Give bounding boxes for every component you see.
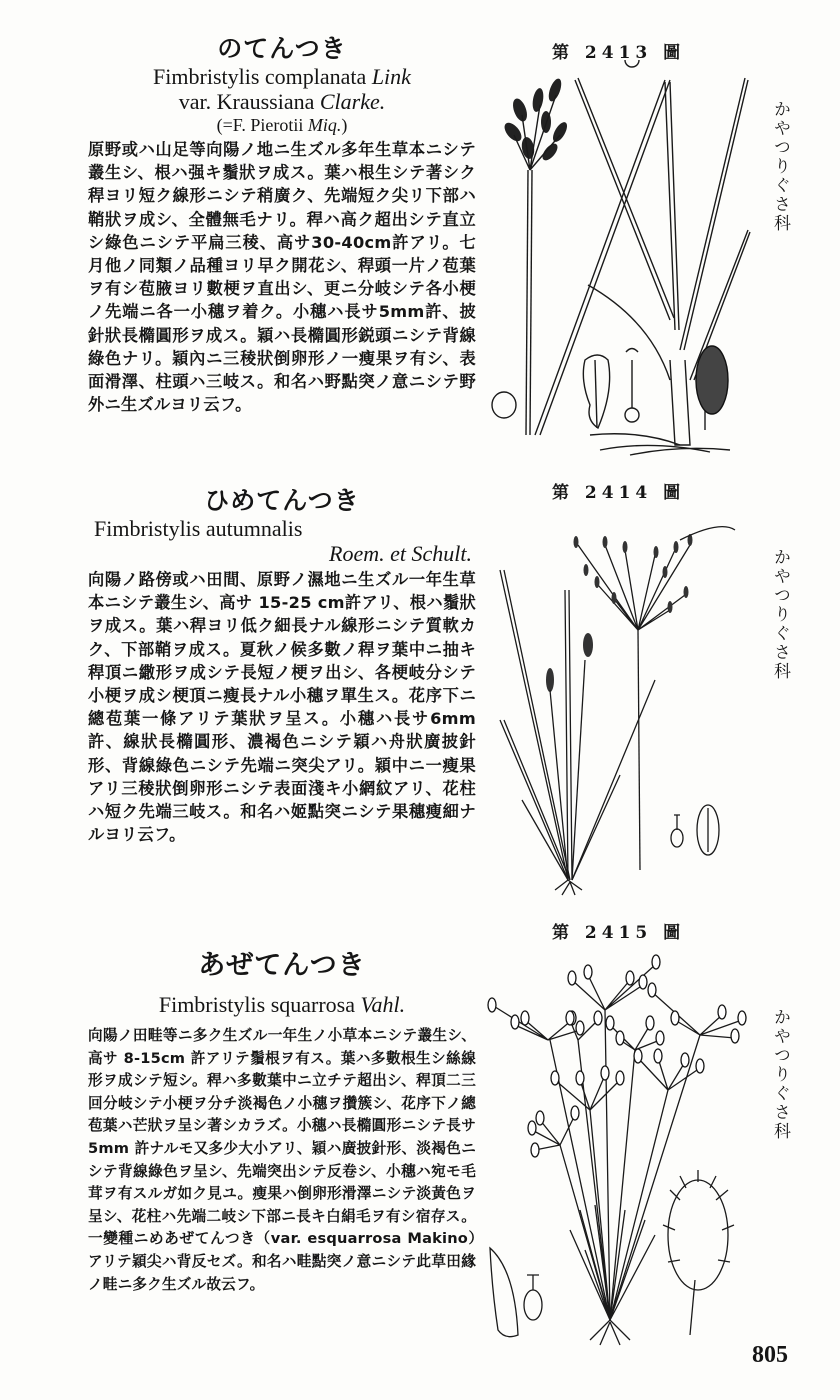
- scientific-name: Fimbristylis squarrosa Vahl.: [158, 992, 406, 1017]
- figure-label-2414: 第 2414 圖: [552, 483, 686, 503]
- entry-himetentsuki: [88, 486, 476, 846]
- scientific-variety: var. Kraussiana Clarke.: [178, 89, 386, 114]
- figure-label-2415: 第 2415 圖: [552, 923, 686, 943]
- description: 向陽ノ路傍或ハ田間、原野ノ濕地ニ生ズル一年生草本ニシテ叢生シ、高サ 15-25 cm許アリ、根ハ鬚狀ヲ成ス。葉ハ稈ヨリ低ク細長ナル線形ニシテ質軟カク、下部鞘ヲ成ス。夏秋ノ候多數ノ稈ヲ葉中ニ抽キ稈頂ニ繖形ヲ成シテ長短ノ梗ヲ出シ、各梗岐分シテ小梗ヲ成シ梗頂ニ瘦長ナル小穗ヲ單生ス。花序下ニ總苞葉一條アリテ葉狀ヲ呈ス。小穗ハ長サ6mm許、線狀長橢圓形、濃褐色ニシテ穎ハ舟狀廣披針形、背線綠色ニシテ先端ニ突尖アリ。穎中ニ一瘦果アリ三稜狀倒卵形ニシテ表面淺キ小網紋アリ、花柱ハ短ク先端三岐ス。和名ハ姬點突ニシテ果穗瘦細ナルヨリ云フ。: [88, 570, 476, 845]
- japanese-name: あぜてんつき: [198, 950, 366, 981]
- entry-notentsuki: [88, 34, 476, 416]
- figure-label-2413: 第 2413 圖: [552, 43, 686, 63]
- illustration-notentsuki: [480, 60, 760, 470]
- japanese-name: のてんつき: [217, 34, 347, 63]
- description: 向陽ノ田畦等ニ多ク生ズル一年生ノ小草本ニシテ叢生シ、高サ 8-15cm 許アリテ鬚根ヲ有ス。葉ハ多數根生シ絲線形ヲ成シテ短シ。稈ハ多數葉中ニ立チテ超出シ、稈頂二三回分岐シテ小梗ヲ分チ淡褐色ノ小穗ヲ攢簇シ、花序下ノ總苞葉ハ芒狀ヲ呈シ著シカラズ。小穗ハ長橢圓形ニシテ長サ 5mm 許ナルモ又多少大小アリ、穎ハ廣披針形、淡褐色ニシテ背線綠色ヲ呈シ、先端突出シテ反卷シ、小穗ハ宛モ毛茸ヲ有スルガ如ク見ユ。瘦果ハ倒卵形滑澤ニシテ淡黃色ヲ呈シ、花柱ハ先端二岐シ下部ニ長キ白絹毛ヲ有シ宿存ス。一變種ニめあぜてんつき（var. esquarrosa Makino）アリテ穎尖ハ背反セズ。和名ハ畦點突ノ意ニシテ此草田緣ノ畦ニ多ク生ズル故云フ。: [88, 1027, 476, 1293]
- japanese-name: ひめてんつき: [204, 486, 360, 515]
- page-number: 805: [752, 1342, 788, 1368]
- scientific-authority: Roem. et Schult.: [329, 541, 472, 566]
- illustration-azetentsuki: [480, 950, 760, 1350]
- scientific-name: Fimbristylis autumnalis: [94, 516, 303, 541]
- description: 原野或ハ山足等向陽ノ地ニ生ズル多年生草本ニシテ叢生シ、根ハ强キ鬚狀ヲ成ス。葉ハ根生シテ著シク稈ヨリ短ク線形ニシテ稍廣ク、先端短ク尖リ下部ハ鞘狀ヲ成シ、全體無毛ナリ。稈ハ高ク超出シテ直立シ綠色ニシテ平扁三稜、高サ30-40cm許アリ。七月他ノ同類ノ品種ヨリ早ク開花シ、稈頭一片ノ苞葉ヲ有シ苞腋ヨリ數梗ヲ直出シ、更ニ分岐シテ各小梗ノ先端ニ各一小穗ヲ着ク。小穗ハ長サ5mm許、披針狀長橢圓形ヲ成ス。穎ハ長橢圓形鋭頭ニシテ背線綠色ナリ。穎內ニ三稜狀倒卵形ノ一瘦果ヲ有シ、表面滑澤、柱頭ハ三岐ス。和名ハ野點突ノ意ニシテ野外ニ生ズルヨリ云フ。: [88, 140, 476, 415]
- family-label: かやつりぐさ科: [770, 100, 790, 233]
- illustration-himetentsuki: [480, 500, 760, 910]
- family-label: かやつりぐさ科: [770, 1008, 790, 1141]
- synonym: (=F. Pierotii Miq.): [216, 115, 348, 135]
- family-label: かやつりぐさ科: [770, 548, 790, 681]
- scientific-name: Fimbristylis complanata Link: [153, 64, 411, 89]
- entry-azetentsuki: [88, 948, 476, 1296]
